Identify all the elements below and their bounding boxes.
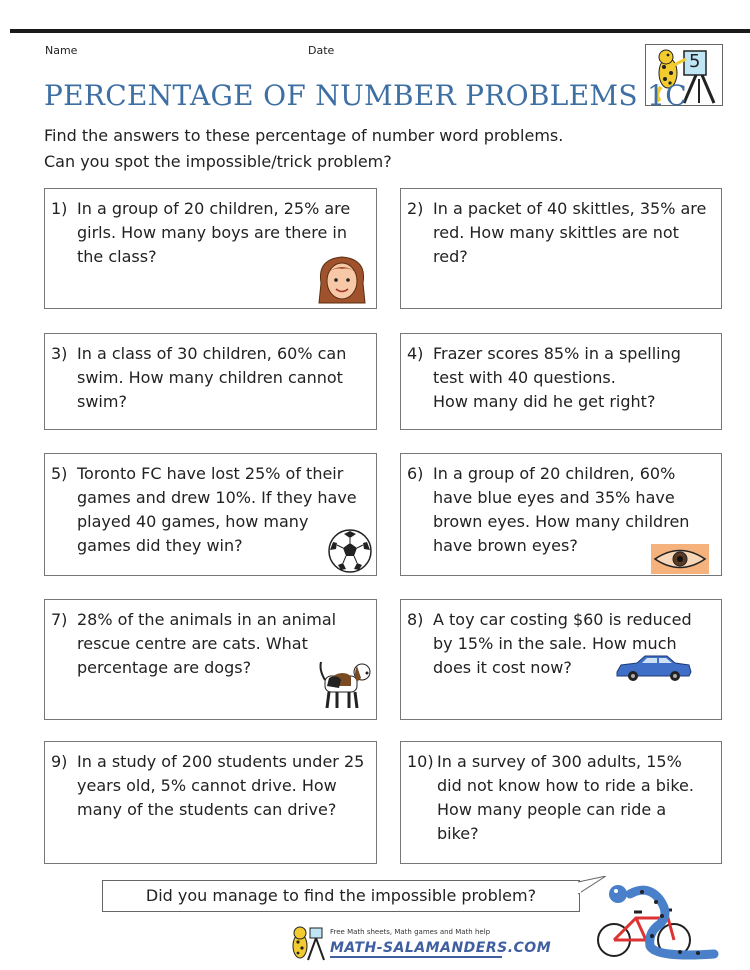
footer-brand: MATH-SALAMANDERS.COM [330,940,552,956]
page-title: PERCENTAGE OF NUMBER PROBLEMS 1C [44,79,687,112]
problem-number: 4) [407,344,424,363]
problem-number: 9) [51,752,68,771]
top-rule [10,29,750,33]
problem-card [44,741,377,864]
problem-card [44,453,377,576]
problem-text-line2: How many did he get right? [433,392,656,411]
problem-text: 28% of the animals in an animal rescue centre are cats. What percentage are dogs? [77,610,337,677]
problem-number: 5) [51,464,68,483]
problem-text: In a class of 30 children, 60% can swim. How many children cannot swim? [77,344,347,411]
girl-face-icon [315,253,369,305]
problem-text: Frazer scores 85% in a spelling test with 40 questions. [433,344,681,387]
problem-card [400,453,722,576]
name-label: Name [45,44,78,57]
footer-tagline: Free Math sheets, Math games and Math help [330,928,491,936]
instruction-line: Can you spot the impossible/trick problem? [44,152,392,171]
problem-card [400,333,722,430]
problem-text: In a group of 20 children, 60% have blue eyes and 35% have brown eyes. How many children have brown eyes? [433,464,690,555]
problem-text: A toy car costing $60 is reduced by 15% in the sale. How much does it cost now? [433,610,692,677]
eye-icon [651,544,709,574]
problem-text: Toronto FC have lost 25% of their games and drew 10%. If they have played 40 games, how many games did they win? [77,464,357,555]
problem-number: 3) [51,344,68,363]
math-salamanders-logo[interactable] [286,924,552,964]
problem-number: 8) [407,610,424,629]
problem-card [44,188,377,309]
problem-text: In a study of 200 students under 25 years old, 5% cannot drive. How many of the students can drive? [77,752,365,819]
date-label: Date [308,44,335,57]
problem-number: 10) [407,752,434,771]
soccer-ball-icon [327,528,373,574]
brand-underline [330,956,502,958]
problem-number: 1) [51,199,68,218]
problem-card [400,599,722,720]
instruction-line: Find the answers to these percentage of number word problems. [44,126,564,145]
beagle-dog-icon [315,656,373,712]
problem-card [44,599,377,720]
problem-text: In a packet of 40 skittles, 35% are red. How many skittles are not red? [433,199,707,266]
problem-card [44,333,377,430]
problem-text: In a group of 20 children, 25% are girls. How many boys are there in the class? [77,199,351,266]
problem-card [400,188,722,309]
salamander-logo-icon [286,924,326,962]
problem-number: 2) [407,199,424,218]
problem-number: 6) [407,464,424,483]
blue-car-icon [615,652,693,682]
problem-number: 7) [51,610,68,629]
problem-card [400,741,722,864]
grade-number: 5 [689,51,701,72]
problem-text: In a survey of 300 adults, 15% did not know how to ride a bike. How many people can ride a bike? [437,752,694,843]
impossible-problem-question: Did you manage to find the impossible problem? [102,880,580,912]
salamander-bike-icon [590,880,720,960]
